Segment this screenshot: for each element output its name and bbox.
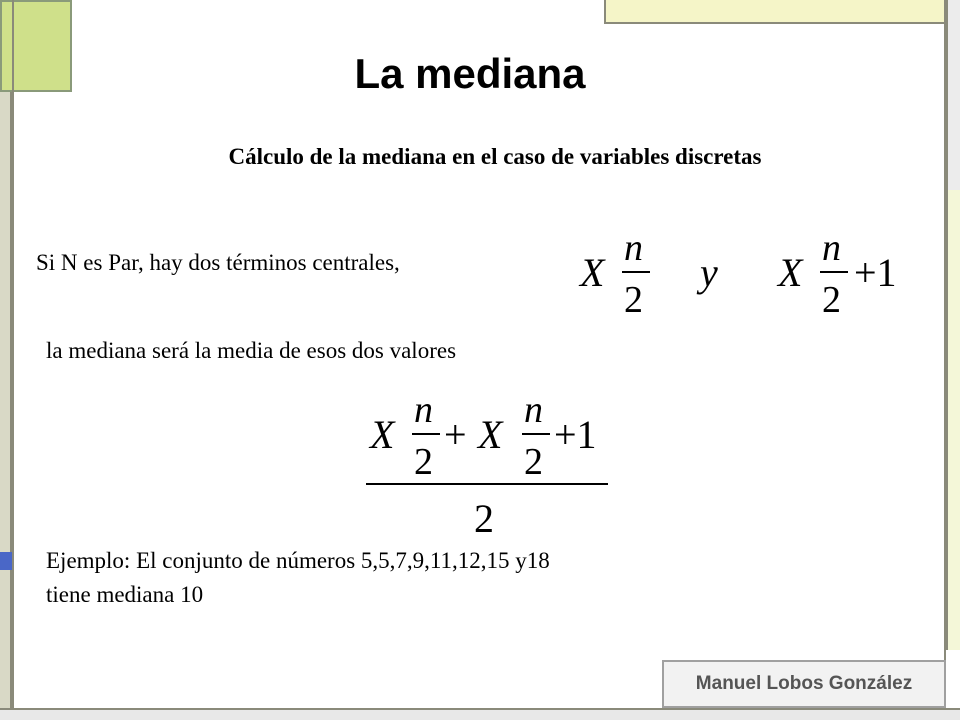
decor-bar-left-bottom	[0, 570, 12, 720]
svg-text:2: 2	[624, 279, 643, 321]
decor-accent-blue	[0, 552, 12, 570]
svg-text:n: n	[414, 389, 433, 431]
svg-text:n: n	[822, 227, 841, 269]
example-text-line-2: tiene mediana 10	[46, 582, 204, 607]
mean-text: la mediana será la media de esos dos valores	[46, 338, 457, 363]
formula-y	[700, 222, 740, 322]
svg-text:n: n	[624, 227, 643, 269]
slide-title: La mediana	[354, 50, 586, 97]
even-case-text: Si N es Par, hay dos términos centrales,	[36, 250, 400, 275]
svg-text:+1: +1	[854, 250, 897, 295]
svg-text:X: X	[580, 250, 605, 295]
svg-text:+: +	[444, 412, 467, 457]
decor-bar-right	[946, 190, 960, 650]
slide-subtitle: Cálculo de la mediana en el caso de variables discretas	[228, 144, 762, 169]
svg-text:2: 2	[822, 279, 841, 321]
svg-text:+1: +1	[554, 412, 597, 457]
median-formula	[366, 389, 616, 542]
svg-text:y: y	[700, 250, 718, 295]
svg-text:2: 2	[474, 496, 494, 541]
svg-text:X: X	[370, 412, 395, 457]
decor-bar-bottom	[0, 708, 960, 720]
svg-text:X: X	[478, 412, 503, 457]
example-text-line-1: Ejemplo: El conjunto de números 5,5,7,9,11,12,15 y18	[46, 548, 550, 573]
svg-text:2: 2	[414, 441, 433, 483]
author-label: Manuel Lobos González	[662, 660, 946, 708]
svg-text:X: X	[778, 250, 803, 295]
formula-x-n-over-2	[580, 222, 660, 322]
svg-text:2: 2	[524, 441, 543, 483]
svg-text:n: n	[524, 389, 543, 431]
formula-x-n-over-2-plus-1	[778, 222, 918, 322]
